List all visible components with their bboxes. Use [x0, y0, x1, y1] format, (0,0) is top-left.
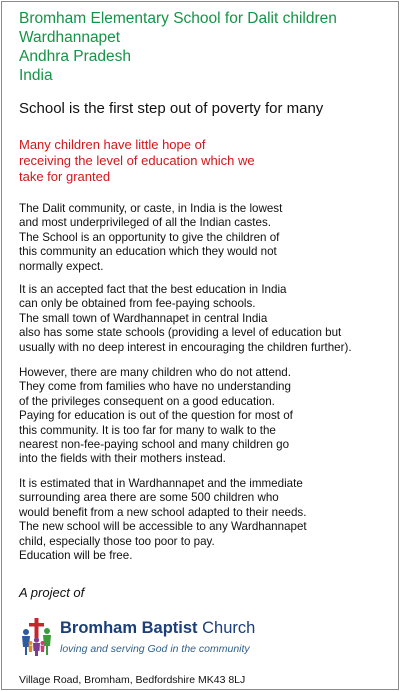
paragraph-line: also has some state schools (providing a level of education but: [19, 326, 342, 340]
church-tagline: loving and serving God in the community: [60, 643, 250, 655]
paragraph-line: surrounding area there are some 500 children who: [19, 491, 279, 505]
paragraph-line: The Dalit community, or caste, in India is the lowest: [19, 202, 283, 215]
project-label: A project of: [19, 585, 85, 600]
flyer-page: [1, 1, 399, 690]
paragraph-line: would benefit from a new school adapted to their needs.: [19, 505, 307, 519]
paragraph-line: of the privileges consequent on a good education.: [19, 394, 275, 408]
paragraph-line: can only be obtained from fee-paying schools.: [19, 297, 256, 311]
heading-line: Wardhannapet: [19, 29, 121, 46]
church-name-regular: Church: [202, 619, 256, 637]
intro-line: receiving the level of education which we: [19, 153, 255, 168]
church-name-bold: Bromham Baptist: [60, 619, 198, 637]
paragraph-line: normally expect.: [19, 259, 104, 273]
heading-line: Bromham Elementary School for Dalit children: [19, 10, 337, 27]
paragraph-line: It is estimated that in Wardhannapet and the immediate: [19, 477, 303, 490]
paragraph-fee-paying: [19, 283, 352, 355]
paragraph-line: However, there are many children who do not attend.: [19, 366, 291, 379]
intro-statement: [19, 137, 255, 185]
church-address: Village Road, Bromham, Bedfordshire MK43 8LJ: [19, 674, 246, 686]
paragraph-line: The School is an opportunity to give the children of: [19, 230, 280, 244]
paragraph-dalit-community: [19, 202, 282, 274]
paragraph-line: The small town of Wardhannapet in central India: [19, 311, 268, 325]
paragraph-line: child, especially those too poor to pay.: [19, 534, 215, 548]
paragraph-line: and most underprivileged of all the Indian castes.: [19, 216, 271, 230]
heading-line: India: [19, 67, 53, 84]
tagline: School is the first step out of poverty for many: [19, 100, 324, 117]
church-name: [60, 619, 255, 638]
paragraph-line: It is an accepted fact that the best education in India: [19, 283, 287, 296]
paragraph-line: into the fields with their mothers instead.: [19, 452, 226, 466]
paragraph-line: this community. It is too far for many to walk to the: [19, 423, 276, 437]
people-cross-icon: [19, 616, 55, 656]
paragraph-line: They come from families who have no understanding: [19, 380, 291, 394]
heading-line: Andhra Pradesh: [19, 48, 132, 65]
intro-line: Many children have little hope of: [19, 137, 206, 152]
paragraph-new-school: [19, 477, 307, 563]
paragraph-line: usually with no deep interest in encouraging the children further).: [19, 340, 352, 354]
paragraph-line: nearest non-fee-paying school and many children go: [19, 438, 290, 452]
paragraph-line: Education will be free.: [19, 549, 133, 563]
paragraph-attendance: [19, 366, 293, 467]
paragraph-line: The new school will be accessible to any Wardhannapet: [19, 520, 307, 534]
paragraph-line: this community an education which they would not: [19, 245, 277, 259]
intro-line: take for granted: [19, 169, 111, 184]
paragraph-line: Paying for education is out of the question for most of: [19, 409, 293, 423]
school-heading: [19, 9, 337, 85]
